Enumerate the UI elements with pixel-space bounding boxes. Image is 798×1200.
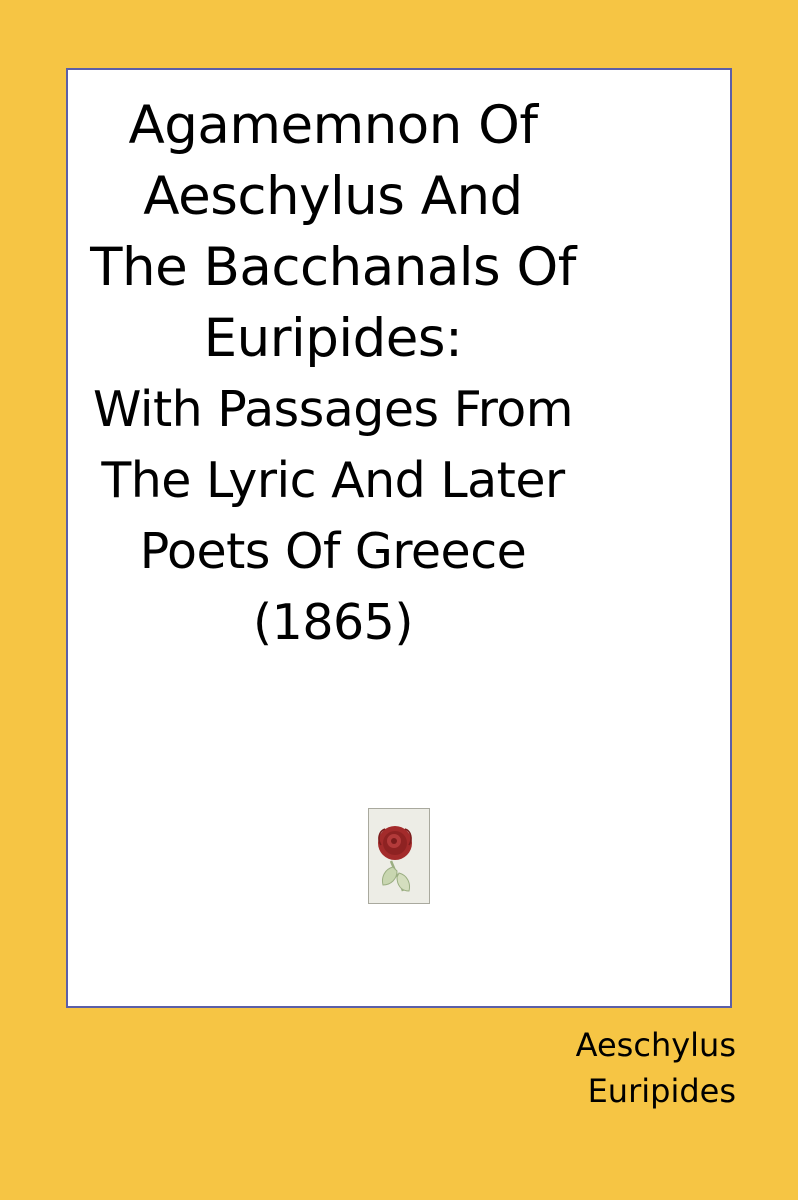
- title-line-4: Euripides:: [203, 308, 463, 369]
- title-block: [60, 90, 606, 658]
- author-block: [576, 1022, 736, 1114]
- subtitle-line-4: (1865): [253, 594, 413, 651]
- author-name-1: Aeschylus: [575, 1026, 736, 1064]
- title-line-3: The Bacchanals Of: [90, 237, 576, 298]
- subtitle-line-3: Poets Of Greece: [139, 523, 527, 580]
- subtitle-line-1: With Passages From: [92, 381, 574, 438]
- subtitle-line-2: The Lyric And Later: [101, 452, 565, 509]
- title-line-1: Agamemnon Of: [128, 95, 538, 156]
- rose-flower-icon: [368, 808, 430, 904]
- title-line-2: Aeschylus And: [143, 166, 523, 227]
- author-name-2: Euripides: [587, 1072, 736, 1110]
